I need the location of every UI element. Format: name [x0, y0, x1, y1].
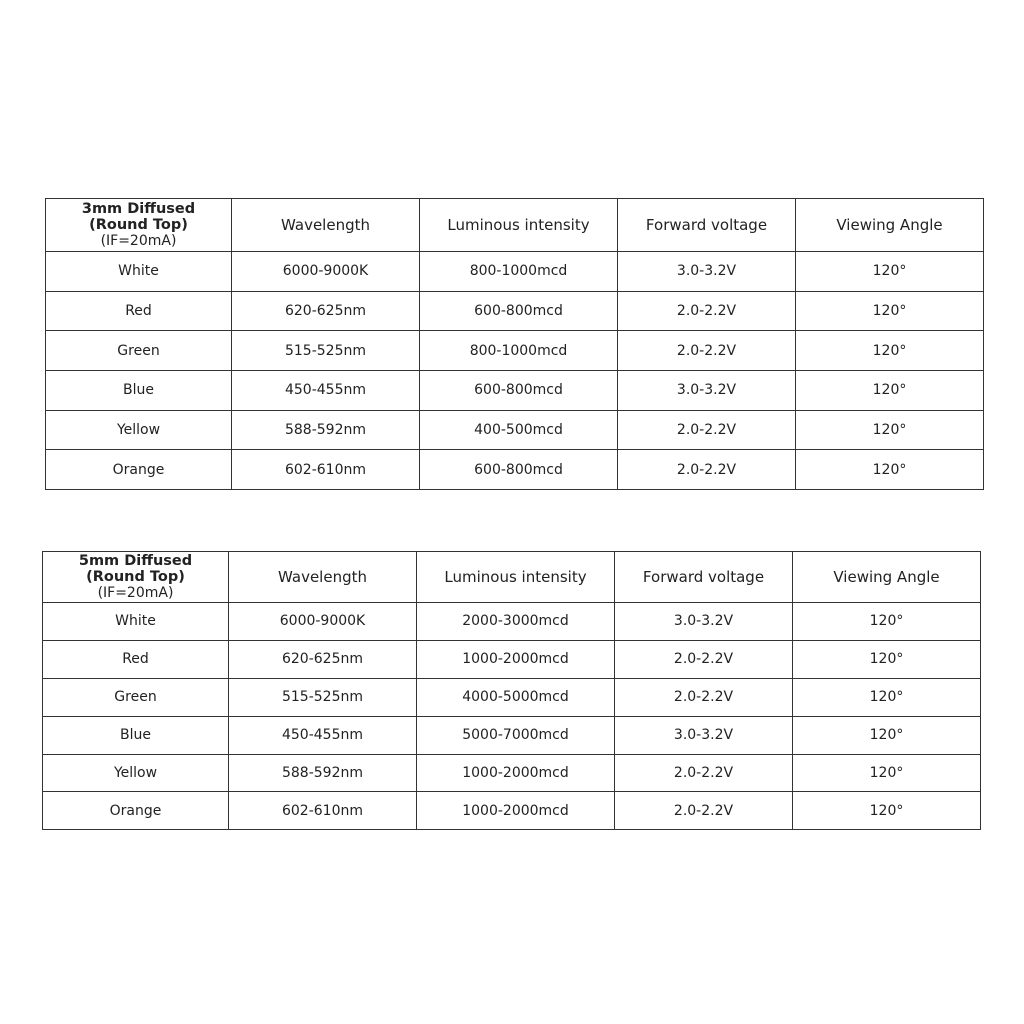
table-header-row: [43, 552, 981, 603]
table-row: [43, 792, 981, 830]
cell-voltage: 2.0-2.2V: [615, 640, 793, 678]
table-title-cell: [43, 552, 229, 603]
cell-intensity: 1000-2000mcd: [417, 792, 615, 830]
table-row: [46, 450, 984, 490]
cell-angle: 120°: [793, 716, 981, 754]
cell-intensity: 800-1000mcd: [420, 252, 618, 292]
cell-angle: 120°: [796, 291, 984, 331]
cell-angle: 120°: [796, 371, 984, 411]
table-title-line2: (Round Top): [89, 217, 188, 233]
cell-color: Orange: [43, 792, 229, 830]
cell-intensity: 400-500mcd: [420, 410, 618, 450]
table-title-line1: 3mm Diffused: [81, 201, 196, 217]
cell-intensity: 5000-7000mcd: [417, 716, 615, 754]
cell-angle: 120°: [793, 754, 981, 792]
spec-table-5mm: [42, 551, 981, 830]
table-row: [46, 252, 984, 292]
cell-color: Blue: [43, 716, 229, 754]
table-title-line2: (Round Top): [86, 569, 185, 585]
cell-color: Green: [46, 331, 232, 371]
table-row: [43, 640, 981, 678]
header-luminous-intensity: Luminous intensity: [417, 552, 615, 603]
cell-color: Orange: [46, 450, 232, 490]
cell-wavelength: 602-610nm: [229, 792, 417, 830]
cell-color: White: [46, 252, 232, 292]
table-row: [46, 331, 984, 371]
cell-voltage: 2.0-2.2V: [615, 754, 793, 792]
table-title-line3: (IF=20mA): [100, 233, 177, 249]
header-viewing-angle: Viewing Angle: [796, 199, 984, 252]
table-title-cell: [46, 199, 232, 252]
cell-intensity: 1000-2000mcd: [417, 754, 615, 792]
cell-voltage: 2.0-2.2V: [618, 410, 796, 450]
cell-wavelength: 620-625nm: [229, 640, 417, 678]
cell-voltage: 3.0-3.2V: [615, 716, 793, 754]
table-row: [46, 410, 984, 450]
cell-intensity: 600-800mcd: [420, 291, 618, 331]
table-row: [43, 678, 981, 716]
cell-wavelength: 515-525nm: [232, 331, 420, 371]
header-luminous-intensity: Luminous intensity: [420, 199, 618, 252]
table-row: [46, 291, 984, 331]
cell-angle: 120°: [796, 331, 984, 371]
cell-wavelength: 450-455nm: [229, 716, 417, 754]
cell-voltage: 3.0-3.2V: [615, 603, 793, 641]
header-viewing-angle: Viewing Angle: [793, 552, 981, 603]
cell-color: Yellow: [43, 754, 229, 792]
cell-intensity: 600-800mcd: [420, 371, 618, 411]
cell-wavelength: 588-592nm: [229, 754, 417, 792]
cell-intensity: 600-800mcd: [420, 450, 618, 490]
cell-intensity: 4000-5000mcd: [417, 678, 615, 716]
cell-wavelength: 620-625nm: [232, 291, 420, 331]
cell-angle: 120°: [793, 792, 981, 830]
cell-voltage: 2.0-2.2V: [615, 792, 793, 830]
table-row: [43, 716, 981, 754]
table-row: [46, 371, 984, 411]
cell-voltage: 2.0-2.2V: [615, 678, 793, 716]
cell-angle: 120°: [796, 252, 984, 292]
cell-wavelength: 6000-9000K: [229, 603, 417, 641]
cell-color: Red: [43, 640, 229, 678]
table-row: [43, 754, 981, 792]
cell-voltage: 3.0-3.2V: [618, 371, 796, 411]
cell-voltage: 2.0-2.2V: [618, 331, 796, 371]
cell-wavelength: 6000-9000K: [232, 252, 420, 292]
cell-voltage: 2.0-2.2V: [618, 450, 796, 490]
cell-intensity: 800-1000mcd: [420, 331, 618, 371]
cell-intensity: 1000-2000mcd: [417, 640, 615, 678]
header-wavelength: Wavelength: [229, 552, 417, 603]
table-title-line1: 5mm Diffused: [78, 553, 193, 569]
header-wavelength: Wavelength: [232, 199, 420, 252]
cell-wavelength: 588-592nm: [232, 410, 420, 450]
cell-color: Blue: [46, 371, 232, 411]
cell-color: Green: [43, 678, 229, 716]
cell-angle: 120°: [793, 678, 981, 716]
header-forward-voltage: Forward voltage: [618, 199, 796, 252]
cell-wavelength: 602-610nm: [232, 450, 420, 490]
cell-angle: 120°: [796, 450, 984, 490]
cell-wavelength: 515-525nm: [229, 678, 417, 716]
header-forward-voltage: Forward voltage: [615, 552, 793, 603]
cell-intensity: 2000-3000mcd: [417, 603, 615, 641]
cell-voltage: 3.0-3.2V: [618, 252, 796, 292]
cell-voltage: 2.0-2.2V: [618, 291, 796, 331]
cell-wavelength: 450-455nm: [232, 371, 420, 411]
cell-color: Red: [46, 291, 232, 331]
cell-angle: 120°: [793, 640, 981, 678]
cell-angle: 120°: [793, 603, 981, 641]
cell-color: Yellow: [46, 410, 232, 450]
cell-angle: 120°: [796, 410, 984, 450]
table-header-row: [46, 199, 984, 252]
spec-table-3mm: [45, 198, 984, 490]
table-row: [43, 603, 981, 641]
cell-color: White: [43, 603, 229, 641]
table-title-line3: (IF=20mA): [97, 585, 174, 601]
